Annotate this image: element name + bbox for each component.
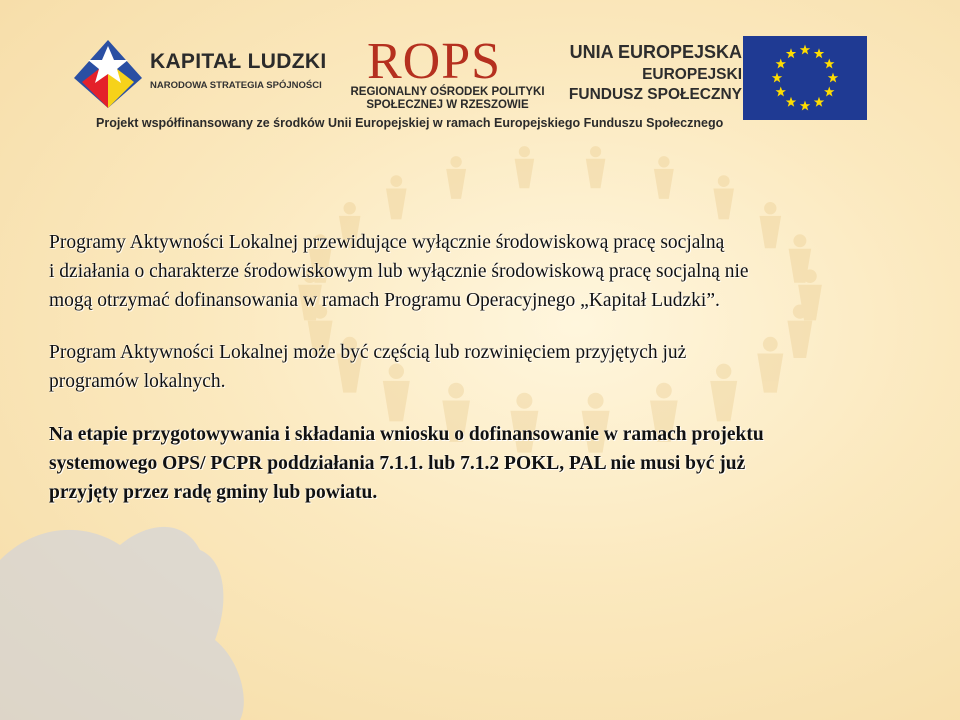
kapital-ludzki-logo <box>72 38 342 108</box>
kapital-ludzki-subtitle: NARODOWA STRATEGIA SPÓJNOŚCI <box>150 80 322 91</box>
person-silhouette-head <box>344 202 356 214</box>
eu-fund-text <box>562 42 742 104</box>
person-silhouette-head <box>718 175 730 187</box>
person-silhouette-body <box>515 159 535 189</box>
text-line: systemowego OPS/ PCPR poddziałania 7.1.1. lub 7.1.2 POKL, PAL nie musi być już <box>49 453 746 474</box>
person-silhouette-head <box>764 202 776 214</box>
rops-subtitle-line: REGIONALNY OŚRODEK POLITYKI <box>350 86 545 98</box>
kapital-ludzki-title: KAPITAŁ LUDZKI <box>150 50 327 73</box>
kapital-ludzki-emblem-icon <box>72 38 144 110</box>
eu-flag-icon <box>743 36 867 120</box>
person-silhouette-body <box>386 189 407 220</box>
text-line: mogą otrzymać dofinansowania w ramach Programu Operacyjnego „Kapitał Ludzki”. <box>49 290 720 311</box>
person-silhouette-head <box>450 156 461 167</box>
person-silhouette-body <box>446 169 466 199</box>
paragraph-3 <box>49 420 939 507</box>
paragraph-2 <box>49 338 939 396</box>
person-silhouette-body <box>654 169 674 199</box>
person-silhouette-body <box>713 189 734 220</box>
rops-wordmark: ROPS <box>367 33 502 90</box>
person-silhouette-head <box>590 146 601 157</box>
project-funding-line: Projekt współfinansowany ze środków Unii Europejskiej w ramach Europejskiego Funduszu Społecznego <box>96 116 724 130</box>
rops-logo <box>345 33 550 118</box>
rops-subtitle-line: SPOŁECZNEJ W RZESZOWIE <box>366 99 529 111</box>
person-silhouette-head <box>390 175 402 187</box>
text-line: przyjęty przez radę gminy lub powiatu. <box>49 482 378 503</box>
text-line: programów lokalnych. <box>49 371 226 392</box>
eu-fund-line: EUROPEJSKI <box>642 66 742 83</box>
person-silhouette-body <box>586 159 606 189</box>
person-silhouette-head <box>519 146 530 157</box>
text-line: i działania o charakterze środowiskowym lub wyłącznie środowiskową pracę socjalną nie <box>49 261 749 282</box>
eu-name: UNIA EUROPEJSKA <box>569 42 742 62</box>
paragraph-1 <box>49 228 939 315</box>
rops-subtitle <box>345 86 550 112</box>
person-silhouette-head <box>658 156 669 167</box>
text-line: Na etapie przygotowywania i składania wniosku o dofinansowanie w ramach projektu <box>49 424 764 445</box>
text-line: Program Aktywności Lokalnej może być częścią lub rozwinięciem przyjętych już <box>49 342 687 363</box>
background-map-shape <box>0 527 244 720</box>
text-line: Programy Aktywności Lokalnej przewidujące wyłącznie środowiskową pracę socjalną <box>49 232 725 253</box>
eu-fund-line: FUNDUSZ SPOŁECZNY <box>568 86 742 103</box>
